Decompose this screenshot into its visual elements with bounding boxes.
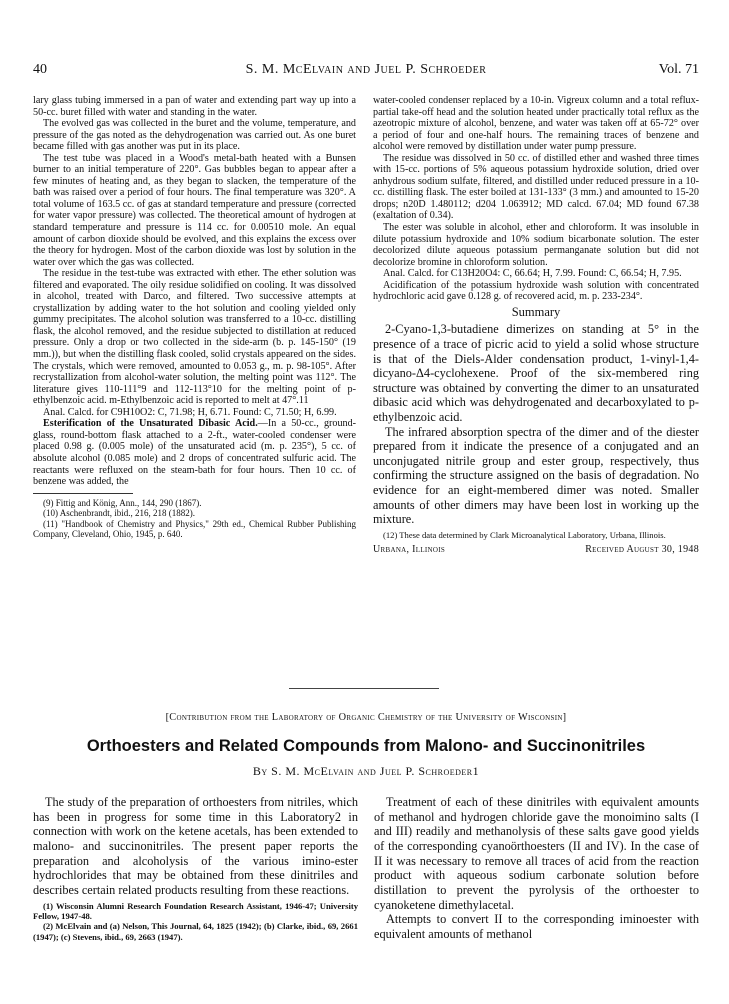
footnote: (10) Aschenbrandt, ibid., 216, 218 (1882). xyxy=(43,508,195,519)
analysis-paragraph: Anal. Calcd. for C13H20O4: C, 66.64; H, 7.99. Found: C, 66.54; H, 7.95. xyxy=(383,268,682,280)
paragraph: Acidification of the potassium hydroxide wash solution with concentrated hydrochloric acid gave 0.128 g. of recovered acid, m. p. 233-234°. xyxy=(373,279,699,303)
paragraph: lary glass tubing immersed in a pan of water and extending part way up into a 50-cc. buret filled with water and standing in the water. xyxy=(33,95,356,118)
paragraph xyxy=(33,418,356,487)
paragraph: The residue was dissolved in 50 cc. of distilled ether and washed three times with 15-cc. portions of 5% aqueous potassium hydroxide solution, dried over anhydrous sodium sulfate, filtered, and distilled under reduced pressure in a 10-cc. distilling flask. The ester boiled at 131-133° (3 mm.) and amounted to 15-20 drops; n20D 1.480112; d204 1.063912; MD calcd. 67.04; MD found 67.38 (exaltation of 0.34). xyxy=(373,152,699,222)
footnote-rule xyxy=(33,493,133,494)
footnote: (1) Wisconsin Alumni Research Foundation Research Assistant, 1946-47; University Fellow, 1947-48. xyxy=(33,900,358,921)
article-divider xyxy=(289,688,439,689)
summary-heading: Summary xyxy=(511,304,561,319)
analysis-paragraph: Anal. Calcd. for C9H10O2: C, 71.98; H, 6.71. Found: C, 71.50; H, 6.99. xyxy=(43,406,337,418)
paragraph: The ester was soluble in alcohol, ether and chloroform. It was insoluble in dilute potassium hydroxide and 10% sodium bicarbonate solution. The ester decolorized dilute aqueous potassium permanganate solution but did not decolorize bromine in chloroform solution. xyxy=(373,222,699,268)
paragraph: Treatment of each of these dinitriles with equivalent amounts of methanol and hydrogen chloride gave the monoimino salts (I and III) readily and methanolysis of these salts gave good yields of the corresponding cyanoörthoesters (II and IV). In the case of II it was necessary to remove all traces of acid from the reaction product with aqueous sodium carbonate solution before distillation to prevent the pyrolysis of the orthoester to cyanoketene dimethylacetal. xyxy=(374,795,699,912)
page-number: 40 xyxy=(33,62,47,77)
paragraph: The study of the preparation of orthoesters from nitriles, which has been in progress for some time in this Laboratory2 in connection with work on the ketene acetals, has been extended to malono- and succinonitriles. The present paper reports the preparation and alcoholysis of the various imino-ester hydrochlorides that may be obtained from these dinitriles and describes certain related products resulting from these reactions. xyxy=(33,795,358,897)
footnote: (11) "Handbook of Chemistry and Physics," 29th ed., Chemical Rubber Publishing Company, Cleveland, Ohio, 1945, p. 640. xyxy=(33,518,356,540)
place-received-line xyxy=(373,544,699,556)
volume-label: Vol. 71 xyxy=(658,62,699,77)
left-column xyxy=(33,95,356,540)
summary-paragraph: 2-Cyano-1,3-butadiene dimerizes on standing at 5° in the presence of a trace of picric acid to yield a solid whose structure is that of the Diels-Alder condensation product, 1-vinyl-1,4-dicyano-Δ4-cyclohexene. Proof of the six-membered ring structure was obtained by converting the dimer to an unsaturated dibasic acid which was dehydrogenated and decarboxylated to p-ethylbenzoic acid. xyxy=(373,322,699,424)
paragraph: water-cooled condenser replaced by a 10-in. Vigreux column and a total reflux-partial take-off head and the solution heated under practically total reflux as the azeotropic mixture of alcohol, benzene, and water was taken off at 65-72° over a period of four and one-half hours. The remaining traces of benzene and alcohol were removed by distillation under water pump pressure. xyxy=(373,95,699,153)
running-title: S. M. McElvain and Juel P. Schroeder xyxy=(245,62,487,77)
received-date: Received August 30, 1948 xyxy=(585,544,699,556)
paragraph: The residue in the test-tube was extracted with ether. The ether solution was filtered and evaporated. The oily residue solidified on cooling. It was dissolved in alcohol, treated with Darco, and filtered. Two successive attempts at crystallization by adding water to the hot solution and cooling yielded only gummy precipitates. The alcohol solution was transferred to a 10-cc. distilling flask, the alcohol removed, and the residue subjected to distillation at reduced pressure. Only a drop or two collected in the side-arm (b. p. 145-150° (19 mm.)), but when the distilling flask cooled, solid crystals appeared on the sides. The crystals, which were removed, amounted to 0.053 g., m. p. 98-105°. After recrystallization from alcohol-water solution, the melting point was 112°. The literature gives 110-111°9 and 112-113°10 for the melting point of p-ethylbenzoic acid. m-Ethylbenzoic acid is reported to melt at 47°.11 xyxy=(33,268,356,407)
footnote: (2) McElvain and (a) Nelson, This Journal, 64, 1825 (1942); (b) Clarke, ibid., 69, 2661 (1947); (c) Stevens, ibid., 69, 2663 (1947). xyxy=(33,921,358,942)
paragraph: Attempts to convert II to the corresponding iminoester with equivalent amounts of methanol xyxy=(374,912,699,941)
summary-text xyxy=(373,322,699,526)
paragraph: The evolved gas was collected in the buret and the volume, temperature, and pressure of the gas noted as the dehydrogenation was carried out. As one buret became filled with gas another was put in its place. xyxy=(33,118,356,153)
summary-paragraph: The infrared absorption spectra of the dimer and of the diester prepared from it indicate the presence of a conjugated and an unconjugated nitrile group and ester group, respectively, thus confirming the structure assigned on the basis of degradation. No evidence for an eight-membered dimer was noted. Smaller amounts of other dimers may have been lost in working up the mixture. xyxy=(373,424,699,527)
paragraph-text: —In a 50-cc., ground-glass, round-bottom flask attached to a 2-ft., water-cooled condenser were placed 0.98 g. (0.005 mole) of the unsaturated acid (m. p. 235°), 5 cc. of absolute alcohol (0.085 mole) and 2 drops of concentrated sulfuric acid. The reactants were refluxed on the steam-bath for four hours. Then 10 cc. of benzene was added, the xyxy=(33,418,356,488)
section-heading: Esterification of the Unsaturated Dibasic Acid. xyxy=(43,418,258,430)
article-right-column xyxy=(374,795,699,942)
running-header xyxy=(33,62,699,80)
paragraph: The test tube was placed in a Wood's metal-bath heated with a Bunsen burner to an initial temperature of 220°. Gas bubbles began to appear after a few minutes of heating and, as they began to slacken, the temperature of the bath was raised over a period of four hours. The final temperature was 320°. A total volume of 163.5 cc. of gas at standard temperature and pressure (corrected for water vapor pressure) was collected. The theoretical amount of hydrogen at standard temperature and pressure is 114 cc. for 0.00510 mole. An equal amount of carbon dioxide should be evolved, and this explains the excess over the theory for hydrogen. Most of the carbon dioxide was lost by solution in the water over which the gas was collected. xyxy=(33,152,356,268)
place-label: Urbana, Illinois xyxy=(373,544,446,556)
right-column xyxy=(373,95,699,556)
article-title: Orthoesters and Related Compounds from Malono- and Succinonitriles xyxy=(86,737,646,755)
contribution-line: [Contribution from the Laboratory of Organic Chemistry of the University of Wisconsin] xyxy=(165,712,567,723)
footnote: (9) Fittig and König, Ann., 144, 290 (1867). xyxy=(43,497,202,508)
article-left-column xyxy=(33,795,358,942)
article-authors: By S. M. McElvain and Juel P. Schroeder1 xyxy=(252,764,480,778)
footnote: (12) These data determined by Clark Microanalytical Laboratory, Urbana, Illinois. xyxy=(383,529,666,540)
